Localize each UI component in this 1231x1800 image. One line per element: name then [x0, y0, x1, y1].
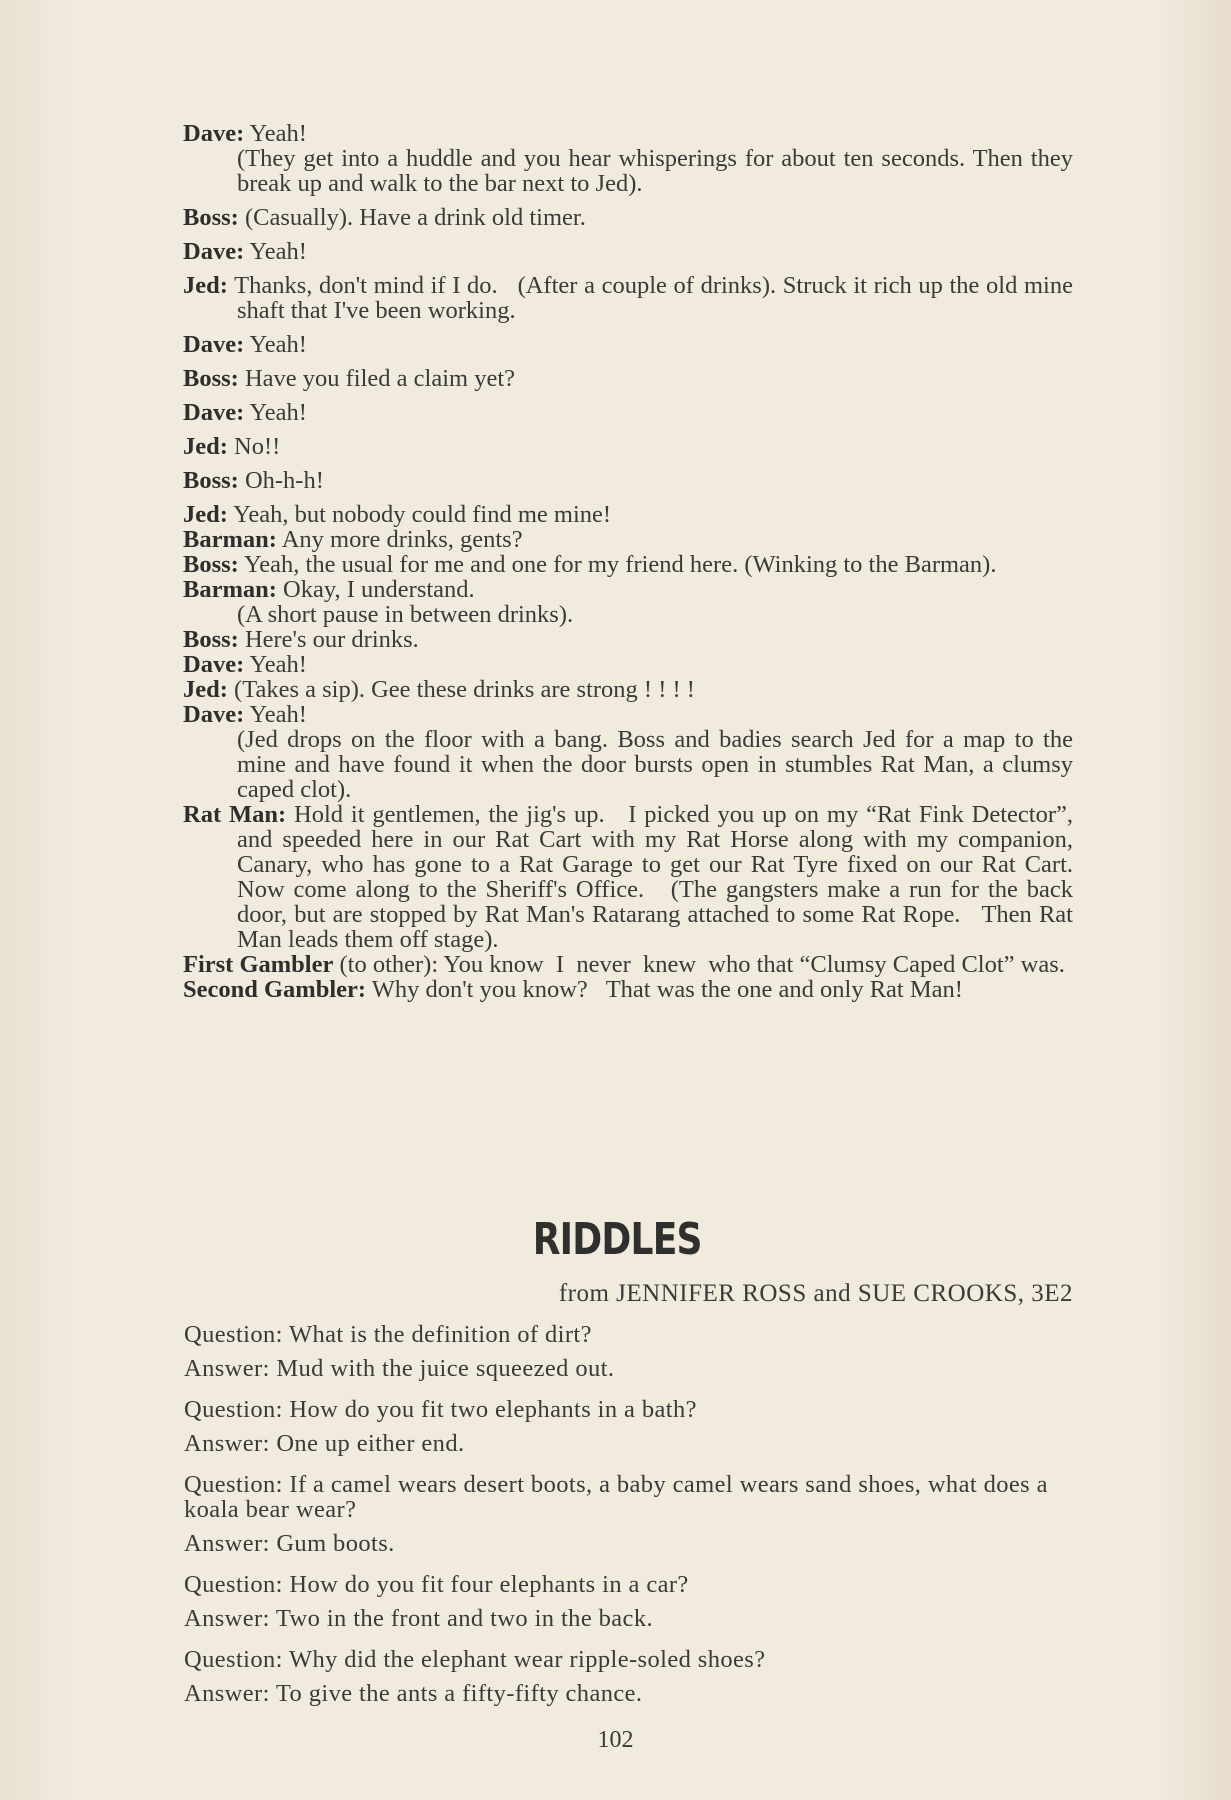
dialogue-text: Yeah! [244, 331, 307, 358]
dialogue-line [183, 577, 1073, 602]
dialogue-text: Thanks, don't mind if I do. (After a couple of drinks). Struck it rich up the old mine shaft that I've been working. [227, 272, 1080, 324]
dialogue-line [183, 627, 1073, 652]
dialogue-text: Yeah! [244, 399, 307, 426]
riddle-question: Question: What is the definition of dirt? [184, 1321, 592, 1348]
dialogue-line [183, 332, 1073, 357]
dialogue-line [183, 677, 1073, 702]
stage-direction: (A short pause in between drinks). [237, 601, 574, 628]
speaker-name: First Gambler [183, 951, 334, 978]
spacer [183, 425, 1073, 434]
page-number: 102 [597, 1727, 634, 1753]
speaker-name: Boss: [183, 467, 239, 494]
stage-direction: (They get into a huddle and you hear whisperings for about ten seconds. Then they break up and walk to the bar next to Jed). [237, 145, 1073, 197]
riddle-answer: Answer: Gum boots. [184, 1530, 395, 1557]
dialogue-line [183, 366, 1073, 391]
dialogue-text: (Takes a sip). Gee these drinks are strong ! ! ! ! [227, 676, 695, 703]
speaker-name: Jed: [183, 272, 228, 299]
riddles-list [184, 1322, 1074, 1722]
dialogue-line [183, 272, 1080, 324]
speaker-name: Dave: [183, 701, 245, 728]
riddle-question: Question: How do you fit four elephants in a car? [184, 1571, 689, 1598]
dialogue-line [183, 468, 1073, 493]
speaker-name: Boss: [183, 204, 239, 231]
speaker-name: Dave: [183, 238, 245, 265]
dialogue-text: Have you filed a claim yet? [238, 365, 516, 392]
dialogue-line [183, 552, 1073, 577]
dialogue-line [183, 952, 1073, 977]
speaker-name: Rat Man: [183, 801, 287, 828]
riddle-answer: Answer: One up either end. [184, 1430, 465, 1457]
dialogue-line [183, 121, 1073, 146]
dialogue-text: Why don't you know? That was the one and only Rat Man! [366, 976, 963, 1003]
dialogue-text: (to other): You know I never knew who that “Clumsy Caped Clot” was. [333, 951, 1065, 978]
dialogue-text: Any more drinks, gents? [276, 526, 523, 553]
speaker-name: Jed: [183, 676, 228, 703]
dialogue-line [183, 502, 1073, 527]
dialogue-text: Okay, I understand. [276, 576, 475, 603]
speaker-name: Dave: [183, 331, 245, 358]
stage-direction: (Jed drops on the floor with a bang. Boss and badies search Jed for a map to the mine and have found it when the door bursts open in stumbles Rat Man, a clumsy caped clot). [237, 726, 1073, 803]
riddle-question: Question: Why did the elephant wear ripple-soled shoes? [184, 1646, 766, 1673]
dialogue-text: No!! [227, 433, 281, 460]
dialogue-line [183, 977, 1073, 1002]
dialogue-line [183, 400, 1073, 425]
dialogue-text: (Casually). Have a drink old timer. [238, 204, 586, 231]
speaker-name: Jed: [183, 501, 228, 528]
riddle-answer: Answer: Two in the front and two in the back. [184, 1605, 653, 1632]
dialogue-line [183, 527, 1073, 552]
riddle-question: Question: How do you fit two elephants in a bath? [184, 1396, 697, 1423]
speaker-name: Barman: [183, 526, 277, 553]
dialogue-text: Hold it gentlemen, the jig's up. I picked you up on my “Rat Fink Detector”, and speeded here in our Rat Cart with my Rat Horse along with my companion, Canary, who has gone to a Rat Garage to get our Rat Tyre fixed on our Rat Cart. Now come along to the Sheriff's Office. (The gangsters make a run for the back door, but are stopped by Rat Man's Ratarang attached to some Rat Rope. Then Rat Man leads them off stage). [237, 801, 1092, 953]
riddles-credit: from JENNIFER ROSS and SUE CROOKS, 3E2 [558, 1280, 1073, 1307]
speaker-name: Boss: [183, 551, 239, 578]
speaker-name: Dave: [183, 399, 245, 426]
dialogue-text: Yeah! [244, 238, 307, 265]
riddles-heading: RIDDLES [532, 1214, 702, 1265]
speaker-name: Jed: [183, 433, 228, 460]
spacer [183, 391, 1073, 400]
dialogue-text: Yeah, the usual for me and one for my friend here. (Winking to the Barman). [238, 551, 997, 578]
riddle-question: Question: If a camel wears desert boots, a baby camel wears sand shoes, what does a koala bear wear? [184, 1471, 1048, 1523]
dialogue-text: Oh-h-h! [238, 467, 324, 494]
dialogue-text: Yeah! [244, 701, 307, 728]
dialogue-text: Yeah, but nobody could find me mine! [227, 501, 612, 528]
spacer [183, 230, 1073, 239]
dialogue-line [183, 205, 1073, 230]
dialogue-line [183, 239, 1073, 264]
speaker-name: Boss: [183, 365, 239, 392]
dialogue-line [183, 652, 1073, 677]
dialogue-line [183, 801, 1092, 953]
dialogue-text: Yeah! [244, 651, 307, 678]
speaker-name: Dave: [183, 651, 245, 678]
dialogue-line [183, 434, 1073, 459]
speaker-name: Boss: [183, 626, 239, 653]
speaker-name: Second Gambler: [183, 976, 367, 1003]
riddle-answer: Answer: To give the ants a fifty-fifty chance. [184, 1680, 643, 1707]
speaker-name: Dave: [183, 120, 245, 147]
dialogue-text: Here's our drinks. [238, 626, 419, 653]
play-script [183, 120, 1092, 1003]
dialogue-text: Yeah! [244, 120, 307, 147]
spacer [183, 323, 1073, 332]
dialogue-line [183, 702, 1073, 727]
speaker-name: Barman: [183, 576, 277, 603]
riddle-answer: Answer: Mud with the juice squeezed out. [184, 1355, 615, 1382]
